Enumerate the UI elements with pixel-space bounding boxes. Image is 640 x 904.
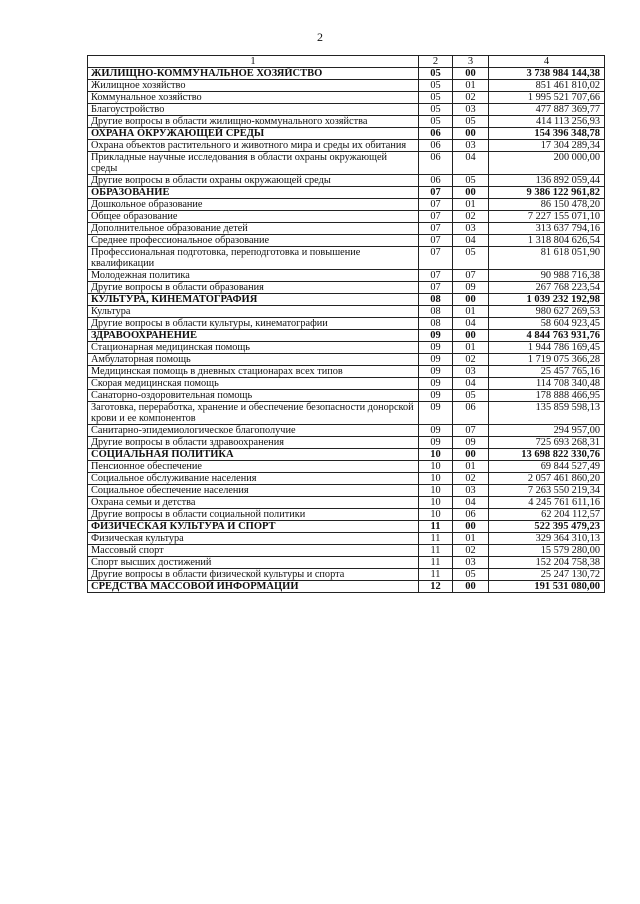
row-subsection-code: 01 [453, 306, 489, 318]
row-section-code: 05 [419, 68, 453, 80]
table-row [88, 366, 605, 378]
row-amount: 1 039 232 192,98 [489, 294, 605, 306]
row-name: Охрана объектов растительного и животного мира и среды их обитания [88, 140, 419, 152]
table-row [88, 270, 605, 282]
header-col-1: 1 [88, 56, 419, 68]
table-row [88, 497, 605, 509]
row-subsection-code: 00 [453, 294, 489, 306]
row-amount: 1 318 804 626,54 [489, 235, 605, 247]
row-amount: 7 227 155 071,10 [489, 211, 605, 223]
row-subsection-code: 09 [453, 282, 489, 294]
row-section-code: 09 [419, 437, 453, 449]
table-section-row [88, 294, 605, 306]
row-amount: 313 637 794,16 [489, 223, 605, 235]
table-section-row [88, 330, 605, 342]
table-row [88, 473, 605, 485]
row-amount: 25 457 765,16 [489, 366, 605, 378]
row-name: ФИЗИЧЕСКАЯ КУЛЬТУРА И СПОРТ [88, 521, 419, 533]
table-row [88, 461, 605, 473]
row-amount: 329 364 310,13 [489, 533, 605, 545]
budget-table [87, 55, 605, 593]
budget-table-body [88, 56, 605, 593]
row-subsection-code: 09 [453, 437, 489, 449]
table-row [88, 235, 605, 247]
row-name: Коммунальное хозяйство [88, 92, 419, 104]
row-section-code: 10 [419, 449, 453, 461]
row-name: ОБРАЗОВАНИЕ [88, 187, 419, 199]
table-row [88, 318, 605, 330]
row-name: Молодежная политика [88, 270, 419, 282]
row-section-code: 09 [419, 402, 453, 425]
row-subsection-code: 05 [453, 569, 489, 581]
row-amount: 414 113 256,93 [489, 116, 605, 128]
row-subsection-code: 03 [453, 223, 489, 235]
row-name: Дополнительное образование детей [88, 223, 419, 235]
row-name: Амбулаторная помощь [88, 354, 419, 366]
table-row [88, 342, 605, 354]
table-row [88, 223, 605, 235]
row-subsection-code: 00 [453, 68, 489, 80]
row-section-code: 06 [419, 175, 453, 187]
table-row [88, 104, 605, 116]
table-row [88, 509, 605, 521]
row-amount: 980 627 269,53 [489, 306, 605, 318]
row-name: Жилищное хозяйство [88, 80, 419, 92]
row-section-code: 05 [419, 92, 453, 104]
row-section-code: 09 [419, 330, 453, 342]
row-name: Другие вопросы в области образования [88, 282, 419, 294]
row-amount: 522 395 479,23 [489, 521, 605, 533]
row-amount: 86 150 478,20 [489, 199, 605, 211]
row-amount: 13 698 822 330,76 [489, 449, 605, 461]
row-name: Социальное обслуживание населения [88, 473, 419, 485]
row-amount: 725 693 268,31 [489, 437, 605, 449]
row-section-code: 07 [419, 282, 453, 294]
row-subsection-code: 01 [453, 80, 489, 92]
row-section-code: 09 [419, 354, 453, 366]
row-name: Спорт высших достижений [88, 557, 419, 569]
row-subsection-code: 01 [453, 342, 489, 354]
row-name: Общее образование [88, 211, 419, 223]
row-section-code: 08 [419, 318, 453, 330]
table-section-row [88, 449, 605, 461]
row-section-code: 07 [419, 235, 453, 247]
row-subsection-code: 04 [453, 235, 489, 247]
row-section-code: 05 [419, 116, 453, 128]
row-section-code: 08 [419, 294, 453, 306]
row-name: Дошкольное образование [88, 199, 419, 211]
row-subsection-code: 00 [453, 330, 489, 342]
row-name: Медицинская помощь в дневных стационарах всех типов [88, 366, 419, 378]
table-row [88, 390, 605, 402]
row-amount: 200 000,00 [489, 152, 605, 175]
table-row [88, 569, 605, 581]
table-row [88, 545, 605, 557]
row-name: Скорая медицинская помощь [88, 378, 419, 390]
row-amount: 152 204 758,38 [489, 557, 605, 569]
row-subsection-code: 00 [453, 187, 489, 199]
row-subsection-code: 07 [453, 425, 489, 437]
table-section-row [88, 68, 605, 80]
table-row [88, 140, 605, 152]
table-row [88, 378, 605, 390]
row-name: ЖИЛИЩНО-КОММУНАЛЬНОЕ ХОЗЯЙСТВО [88, 68, 419, 80]
row-section-code: 06 [419, 140, 453, 152]
row-name: Другие вопросы в области физической культуры и спорта [88, 569, 419, 581]
row-subsection-code: 02 [453, 92, 489, 104]
row-amount: 135 859 598,13 [489, 402, 605, 425]
row-section-code: 07 [419, 270, 453, 282]
row-section-code: 09 [419, 342, 453, 354]
row-section-code: 09 [419, 425, 453, 437]
row-subsection-code: 02 [453, 354, 489, 366]
row-section-code: 10 [419, 497, 453, 509]
row-amount: 4 245 761 611,16 [489, 497, 605, 509]
row-amount: 7 263 550 219,34 [489, 485, 605, 497]
row-name: Профессиональная подготовка, переподготовка и повышение квалификации [88, 247, 419, 270]
row-section-code: 07 [419, 223, 453, 235]
row-subsection-code: 05 [453, 116, 489, 128]
row-section-code: 11 [419, 521, 453, 533]
row-amount: 4 844 763 931,76 [489, 330, 605, 342]
table-row [88, 402, 605, 425]
row-subsection-code: 00 [453, 521, 489, 533]
row-subsection-code: 00 [453, 128, 489, 140]
row-section-code: 09 [419, 378, 453, 390]
table-row [88, 116, 605, 128]
row-name: Пенсионное обеспечение [88, 461, 419, 473]
row-subsection-code: 03 [453, 485, 489, 497]
table-row [88, 175, 605, 187]
row-subsection-code: 00 [453, 449, 489, 461]
table-row [88, 485, 605, 497]
row-name: Охрана семьи и детства [88, 497, 419, 509]
row-section-code: 07 [419, 199, 453, 211]
row-section-code: 12 [419, 581, 453, 593]
table-row [88, 92, 605, 104]
table-row [88, 211, 605, 223]
row-subsection-code: 06 [453, 402, 489, 425]
row-amount: 191 531 080,00 [489, 581, 605, 593]
row-name: КУЛЬТУРА, КИНЕМАТОГРАФИЯ [88, 294, 419, 306]
row-section-code: 10 [419, 509, 453, 521]
row-name: Благоустройство [88, 104, 419, 116]
row-subsection-code: 02 [453, 545, 489, 557]
row-amount: 81 618 051,90 [489, 247, 605, 270]
row-name: Социальное обеспечение населения [88, 485, 419, 497]
row-subsection-code: 03 [453, 557, 489, 569]
row-name: Массовый спорт [88, 545, 419, 557]
table-section-row [88, 128, 605, 140]
row-subsection-code: 01 [453, 533, 489, 545]
row-name: ОХРАНА ОКРУЖАЮЩЕЙ СРЕДЫ [88, 128, 419, 140]
row-amount: 154 396 348,78 [489, 128, 605, 140]
row-amount: 58 604 923,45 [489, 318, 605, 330]
row-amount: 114 708 340,48 [489, 378, 605, 390]
row-name: Прикладные научные исследования в области охраны окружающей среды [88, 152, 419, 175]
table-row [88, 533, 605, 545]
row-amount: 1 719 075 366,28 [489, 354, 605, 366]
table-section-row [88, 187, 605, 199]
row-amount: 15 579 280,00 [489, 545, 605, 557]
row-subsection-code: 05 [453, 390, 489, 402]
row-section-code: 09 [419, 390, 453, 402]
row-section-code: 08 [419, 306, 453, 318]
row-subsection-code: 03 [453, 104, 489, 116]
row-section-code: 07 [419, 187, 453, 199]
header-col-3: 3 [453, 56, 489, 68]
row-subsection-code: 03 [453, 140, 489, 152]
row-section-code: 10 [419, 485, 453, 497]
table-row [88, 282, 605, 294]
row-amount: 2 057 461 860,20 [489, 473, 605, 485]
row-amount: 17 304 289,34 [489, 140, 605, 152]
row-name: Другие вопросы в области здравоохранения [88, 437, 419, 449]
row-subsection-code: 05 [453, 247, 489, 270]
row-section-code: 10 [419, 473, 453, 485]
table-section-row [88, 581, 605, 593]
row-section-code: 11 [419, 533, 453, 545]
row-amount: 9 386 122 961,82 [489, 187, 605, 199]
row-section-code: 05 [419, 104, 453, 116]
row-subsection-code: 00 [453, 581, 489, 593]
row-section-code: 11 [419, 569, 453, 581]
row-name: Санитарно-эпидемиологическое благополучие [88, 425, 419, 437]
table-row [88, 425, 605, 437]
row-name: Заготовка, переработка, хранение и обеспечение безопасности донорской крови и ее компонентов [88, 402, 419, 425]
row-amount: 294 957,00 [489, 425, 605, 437]
table-row [88, 247, 605, 270]
row-amount: 477 887 369,77 [489, 104, 605, 116]
row-name: Среднее профессиональное образование [88, 235, 419, 247]
row-name: Другие вопросы в области жилищно-коммунального хозяйства [88, 116, 419, 128]
row-amount: 136 892 059,44 [489, 175, 605, 187]
row-name: ЗДРАВООХРАНЕНИЕ [88, 330, 419, 342]
row-name: Культура [88, 306, 419, 318]
row-name: Стационарная медицинская помощь [88, 342, 419, 354]
row-amount: 851 461 810,02 [489, 80, 605, 92]
header-col-4: 4 [489, 56, 605, 68]
row-section-code: 11 [419, 545, 453, 557]
table-row [88, 306, 605, 318]
row-name: Другие вопросы в области социальной политики [88, 509, 419, 521]
table-row [88, 152, 605, 175]
row-section-code: 11 [419, 557, 453, 569]
table-section-row [88, 521, 605, 533]
row-subsection-code: 06 [453, 509, 489, 521]
row-subsection-code: 04 [453, 378, 489, 390]
row-name: СРЕДСТВА МАССОВОЙ ИНФОРМАЦИИ [88, 581, 419, 593]
row-section-code: 09 [419, 366, 453, 378]
row-amount: 3 738 984 144,38 [489, 68, 605, 80]
row-subsection-code: 01 [453, 199, 489, 211]
row-amount: 1 995 521 707,66 [489, 92, 605, 104]
table-row [88, 437, 605, 449]
table-row [88, 557, 605, 569]
row-subsection-code: 04 [453, 497, 489, 509]
row-name: Другие вопросы в области культуры, кинематографии [88, 318, 419, 330]
row-subsection-code: 02 [453, 211, 489, 223]
page-number: 2 [317, 30, 323, 44]
row-subsection-code: 01 [453, 461, 489, 473]
row-section-code: 06 [419, 128, 453, 140]
header-col-2: 2 [419, 56, 453, 68]
table-header-row [88, 56, 605, 68]
row-amount: 25 247 130,72 [489, 569, 605, 581]
row-subsection-code: 04 [453, 152, 489, 175]
row-section-code: 07 [419, 211, 453, 223]
row-subsection-code: 05 [453, 175, 489, 187]
row-section-code: 10 [419, 461, 453, 473]
row-name: Санаторно-оздоровительная помощь [88, 390, 419, 402]
table-row [88, 80, 605, 92]
row-name: Другие вопросы в области охраны окружающей среды [88, 175, 419, 187]
row-subsection-code: 02 [453, 473, 489, 485]
row-amount: 178 888 466,95 [489, 390, 605, 402]
row-subsection-code: 04 [453, 318, 489, 330]
row-amount: 1 944 786 169,45 [489, 342, 605, 354]
row-amount: 69 844 527,49 [489, 461, 605, 473]
row-subsection-code: 03 [453, 366, 489, 378]
row-name: СОЦИАЛЬНАЯ ПОЛИТИКА [88, 449, 419, 461]
row-section-code: 07 [419, 247, 453, 270]
row-section-code: 05 [419, 80, 453, 92]
row-name: Физическая культура [88, 533, 419, 545]
row-amount: 90 988 716,38 [489, 270, 605, 282]
row-amount: 62 204 112,57 [489, 509, 605, 521]
table-row [88, 199, 605, 211]
row-section-code: 06 [419, 152, 453, 175]
table-row [88, 354, 605, 366]
row-amount: 267 768 223,54 [489, 282, 605, 294]
row-subsection-code: 07 [453, 270, 489, 282]
